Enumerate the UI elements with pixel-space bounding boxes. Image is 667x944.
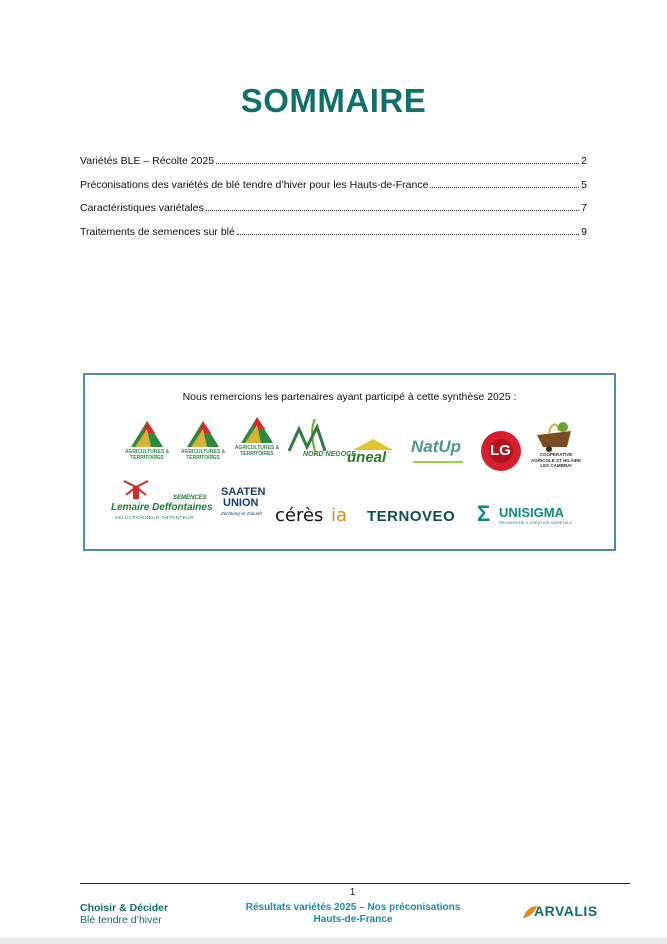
ceresia-text: cérès [275,505,324,526]
lemaire-deffontaines-logo [111,479,213,523]
coop-st-hilaire-logo [531,419,581,475]
page-number: 1 [349,887,356,898]
arvalis-logo [522,903,622,923]
lg-text: LG [490,442,511,459]
footer-document-title: Résultats variétés 2025 – Nos préconisations [245,902,461,913]
partners-intro: Nous remercions les partenaires ayant participé à cette synthèse 2025 : [182,391,517,403]
toc-entry-label: Caractéristiques variétales [80,202,204,214]
chambre-aisne-logo [231,415,283,475]
lemaire-deffontaines-text: Lemaire Deffontaines [111,502,213,513]
lemaire-semences-text: SEMENCES [173,495,207,501]
toc-entry-page: 7 [581,202,587,214]
toc-entry[interactable] [80,226,587,250]
lg-logo [479,429,523,473]
natup-underline [413,461,463,463]
footer-divider [80,883,630,884]
wheat-icon [285,417,343,453]
table-of-contents [80,155,587,249]
nord-negoce-text: NORD NEGOCE [303,451,356,458]
lemaire-subtitle: SÉLECTIONNEUR OBTENTEUR [115,515,194,520]
chambre-idf-logo [177,419,229,475]
footer-document-region: Hauts-de-France [313,914,393,925]
uneal-logo [343,437,399,471]
arvalis-wordmark: ARVALIS [534,903,598,919]
footer-series-title: Choisir & Décider [80,902,169,914]
saaten-text: SAATEN [221,486,266,498]
saaten-union-logo [221,487,273,527]
unisigma-logo [477,503,597,529]
footer-series-subtitle: Blé tendre d’hiver [80,914,162,926]
chambre-nord-text: AGRICULTURES & TERRITOIRES [124,449,170,461]
natup-logo [411,437,471,471]
partners-box [83,373,616,551]
saaten-subtitle: Züchtung ist Zukunft [221,511,262,516]
ceresia-ia-text: ia [331,505,348,526]
toc-entry-page: 2 [581,155,587,167]
toc-entry-page: 5 [581,178,587,191]
toc-entry-label: Variétés BLE – Récolte 2025 [80,155,215,167]
toc-entry-label: Préconisations des variétés de blé tendre d’hiver pour les Hauts-de-France [80,178,429,191]
chambre-emblem-icon [121,419,173,449]
toc-entry[interactable] [80,155,587,179]
toc-entry-page: 9 [581,225,587,238]
coop-st-hilaire-text: COOPERATIVE AGRICOLE ST HILAIRE LES CAMBRAI [531,452,582,468]
toc-entry-label: Traitements de semences sur blé [80,225,235,238]
toc-leader-dots [430,179,579,188]
chambre-aisne-text: AGRICULTURES & TERRITOIRES [234,445,280,457]
toc-entry[interactable] [80,179,587,203]
uneal-text: uneal [347,449,387,466]
chambre-emblem-icon [177,419,229,449]
page-title: SOMMAIRE [240,82,427,119]
toc-leader-dots [216,155,579,164]
ternoveo-text: TERNOVEO [367,508,456,525]
natup-text: NatUp [411,437,462,456]
chambre-nord-logo [121,419,173,475]
wheelbarrow-icon [531,419,581,453]
unisigma-text: UNISIGMA [499,505,564,520]
union-text: UNION [223,497,259,509]
toc-entry[interactable] [80,202,587,226]
sigma-icon: Σ [477,501,491,526]
ternoveo-logo [367,508,477,528]
ceresia-logo [275,505,365,527]
nord-negoce-logo [285,417,356,475]
page-edge [0,938,667,944]
windmill-icon [121,479,151,499]
toc-leader-dots [237,226,579,235]
toc-leader-dots [206,202,579,211]
chambre-emblem-icon [231,415,283,445]
chambre-idf-text: AGRICULTURES & TERRITOIRES [180,449,226,461]
unisigma-subtitle: RECHERCHE & CRÉATION VARIÉTALE [499,520,573,525]
